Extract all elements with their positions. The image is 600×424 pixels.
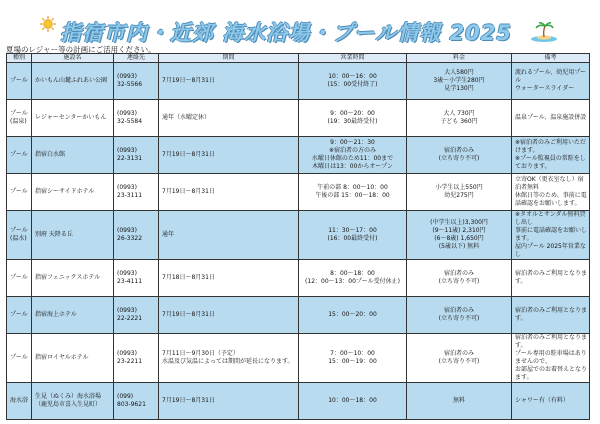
cell-name: 指宿白水館 <box>32 137 114 174</box>
cell-notes: 温泉プール、温泉施設併設 <box>512 100 590 137</box>
cell-type: プール <box>7 63 32 100</box>
col-header-notes: 備考 <box>512 54 590 63</box>
col-header-name: 施設名 <box>32 54 114 63</box>
table-row <box>7 383 590 420</box>
cell-hours: 9：00～20：00 (19：30最終受付) <box>299 100 407 137</box>
cell-fee: 大人580円 3歳～小学生280円 見学130円 <box>407 63 512 100</box>
cell-hours: 9：00～21：30 ※宿泊者の方のみ 水曜日休館のため11：00まで 木曜日は13：00からオープン <box>299 137 407 174</box>
table-row <box>7 211 590 260</box>
cell-fee: 宿泊者のみ (立ち寄り不可) <box>407 297 512 334</box>
cell-period: 7月19日～8月31日 <box>159 137 299 174</box>
cell-notes: 宿泊者のみご利用となります。 <box>512 260 590 297</box>
cell-notes: ※宿泊者のみご利用いただけます。 ※プール監視員の常駐をしております。 <box>512 137 590 174</box>
cell-type: プール <box>7 334 32 383</box>
cell-contact: (0993) 32-5566 <box>114 63 159 100</box>
cell-type: プール <box>7 137 32 174</box>
col-header-contact: 連絡先 <box>114 54 159 63</box>
cell-hours: 15：00～20：00 <box>299 297 407 334</box>
cell-fee: 宿泊者のみ (立ち寄り不可) <box>407 137 512 174</box>
cell-contact: (0993) 22-2221 <box>114 297 159 334</box>
cell-contact: (099) 803-9621 <box>114 383 159 420</box>
cell-name: かいもん山麓ふれあい公園 <box>32 63 114 100</box>
cell-name: レジャーセンターかいもん <box>32 100 114 137</box>
cell-name: 生見（ぬくみ）海水浴場 （鹿児島市喜入生見町） <box>32 383 114 420</box>
cell-hours: 8：00～18：00 (12：00～13：00プール受付休止) <box>299 260 407 297</box>
cell-period: 7月19日～8月31日 <box>159 383 299 420</box>
table-row <box>7 260 590 297</box>
cell-hours: 7：00～10：00 15：00～19：00 <box>299 334 407 383</box>
cell-fee: 無料 <box>407 383 512 420</box>
cell-period: 7月19日～8月31日 <box>159 174 299 211</box>
cell-notes: 宿泊者のみご利用となります。 プール専用の駐車場はありませんので、 お部屋でのお着替えとなります。 <box>512 334 590 383</box>
table-row <box>7 297 590 334</box>
cell-fee: 宿泊者のみ (立ち寄り不可) <box>407 334 512 383</box>
col-header-type: 種別 <box>7 54 32 63</box>
cell-contact: (0993) 23-2211 <box>114 334 159 383</box>
cell-period: 通年（水曜定休） <box>159 100 299 137</box>
cell-fee: 大人 730円 子ども 360円 <box>407 100 512 137</box>
cell-contact: (0993) 23-4111 <box>114 260 159 297</box>
cell-name: 指宿海上ホテル <box>32 297 114 334</box>
col-header-hours: 営業時間 <box>299 54 407 63</box>
cell-hours: 11：30～17：00 (16：00最終受付) <box>299 211 407 260</box>
intro-note: 夏場のレジャー等の計画にご活用ください。 <box>6 45 156 54</box>
sun-icon <box>40 16 56 32</box>
table-row <box>7 63 590 100</box>
cell-type: プール <box>7 174 32 211</box>
cell-type: 海水浴 <box>7 383 32 420</box>
col-header-period: 期間 <box>159 54 299 63</box>
page-title: 指宿市内・近郊 海水浴場・プール情報 2025 <box>60 21 513 45</box>
cell-type: プール (温泉) <box>7 100 32 137</box>
cell-hours: 午前の部 8：00～10：00 午後の部 15：00～18：00 <box>299 174 407 211</box>
cell-hours: 10：00～18：00 <box>299 383 407 420</box>
cell-type: プール <box>7 297 32 334</box>
cell-name: 指宿ロイヤルホテル <box>32 334 114 383</box>
cell-contact: (0993) 32-5584 <box>114 100 159 137</box>
cell-contact: (0993) 26-3322 <box>114 211 159 260</box>
cell-period: 7月18日～8月31日 <box>159 260 299 297</box>
cell-notes: 流れるプール、幼児用プール ウォータースライダー <box>512 63 590 100</box>
page-header <box>0 0 600 46</box>
cell-notes: 宿泊者のみご利用となります。 <box>512 297 590 334</box>
table-row <box>7 100 590 137</box>
table-row <box>7 174 590 211</box>
table-row <box>7 334 590 383</box>
cell-notes: ※タオルとサンダル無料貸し出し 事前に電話確認をお願いします。 屋内プール 2025年営業なし <box>512 211 590 260</box>
cell-fee: 小学生以上550円 幼児275円 <box>407 174 512 211</box>
cell-hours: 10：00～16：00 (15：00受付終了) <box>299 63 407 100</box>
col-header-fee: 料金 <box>407 54 512 63</box>
cell-notes: 立寄OK（更衣室なし）宿泊者無料 休館日等のため、事前に電話確認をお願いします。 <box>512 174 590 211</box>
facility-table <box>6 53 590 420</box>
cell-contact: (0993) 22-3131 <box>114 137 159 174</box>
palm-island-icon <box>530 22 558 42</box>
cell-fee: (中学生以上)3,300円 (9～11歳) 2,310円 (6～8歳) 1,650円 (5歳以下) 無料 <box>407 211 512 260</box>
cell-name: 別府 天降る丘 <box>32 211 114 260</box>
cell-fee: 宿泊者のみ (立ち寄り不可) <box>407 260 512 297</box>
cell-name: 指宿フェニックスホテル <box>32 260 114 297</box>
cell-contact: (0993) 23-3111 <box>114 174 159 211</box>
cell-name: 指宿シーサイドホテル <box>32 174 114 211</box>
table-header-row <box>7 54 590 63</box>
cell-period: 7月11日～9月30日（予定） 水温及び気温によっては期間が延長になります。 <box>159 334 299 383</box>
table-row <box>7 137 590 174</box>
cell-period: 通年 <box>159 211 299 260</box>
cell-period: 7月19日～8月31日 <box>159 63 299 100</box>
cell-type: プール <box>7 260 32 297</box>
cell-notes: シャワー有（有料） <box>512 383 590 420</box>
cell-period: 7月19日～8月31日 <box>159 297 299 334</box>
cell-type: プール (温水) <box>7 211 32 260</box>
